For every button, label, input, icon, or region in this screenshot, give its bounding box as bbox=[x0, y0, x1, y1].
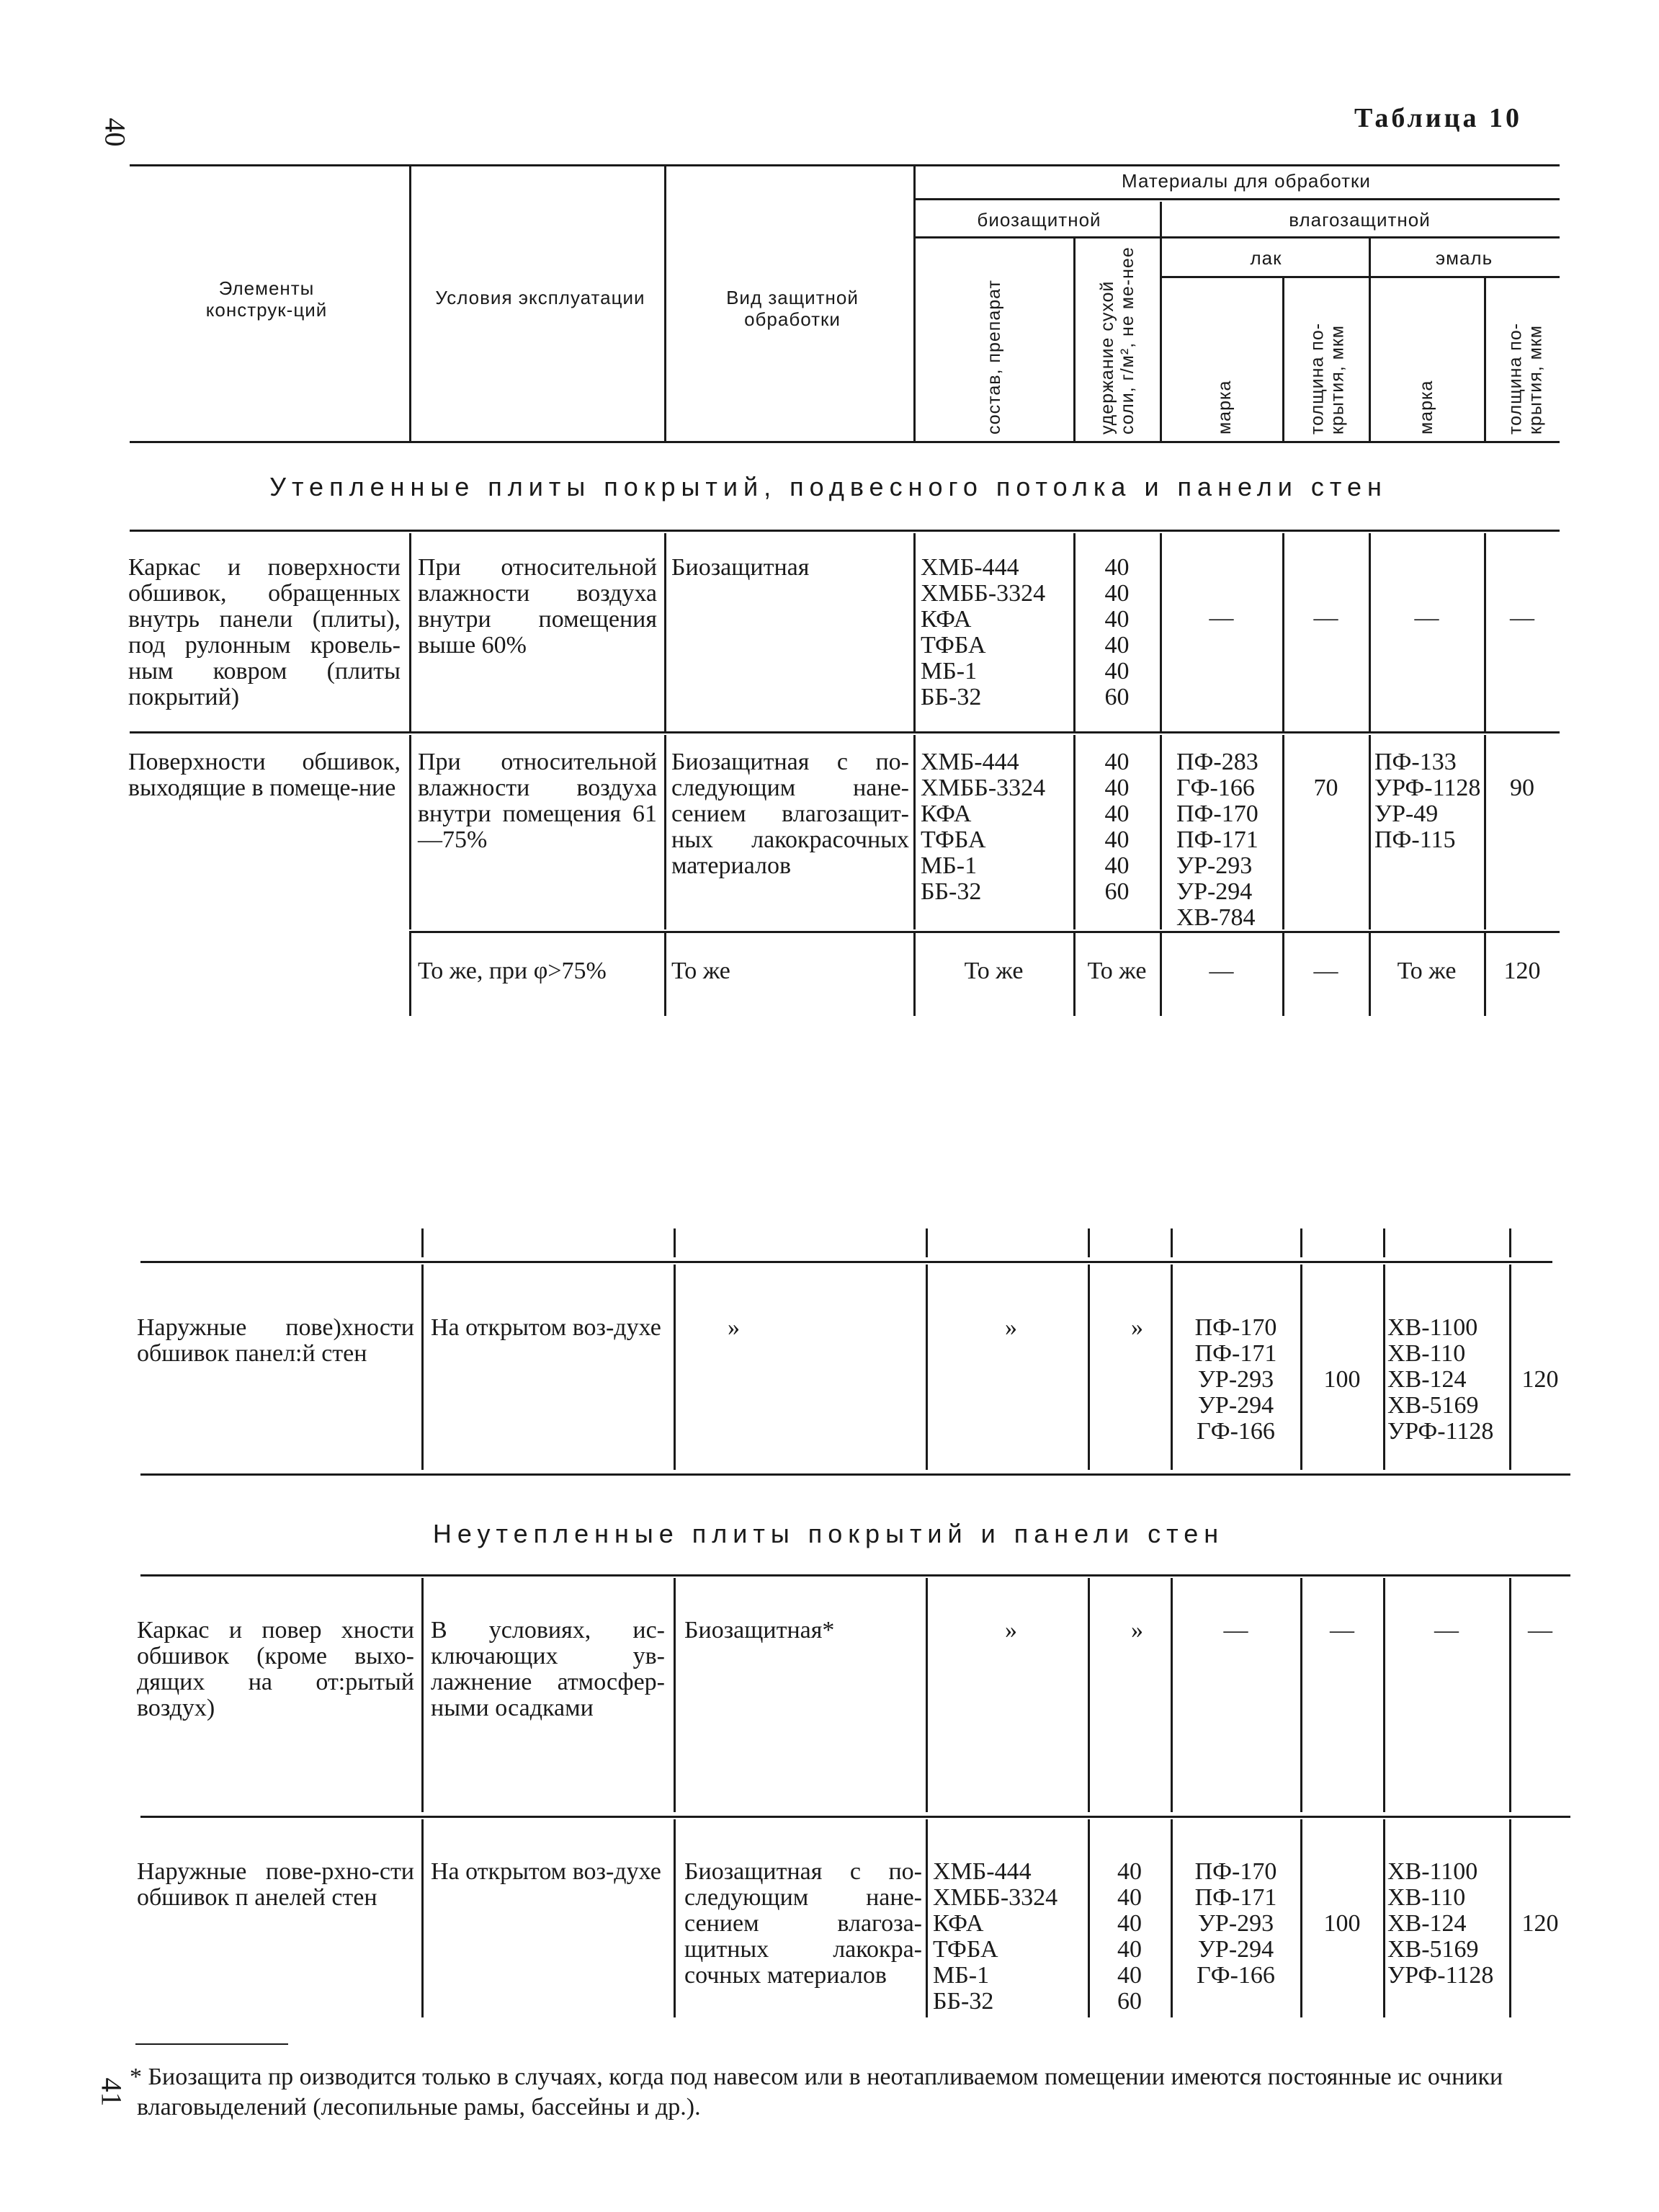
r4-enamel-brand: ХВ-1100 ХВ-110 ХВ-124 ХВ-5169 УРФ-1128 bbox=[1387, 1314, 1494, 1445]
section-title-uninsulated: Неутепленные плиты покрытий и панели стен bbox=[432, 1519, 1225, 1548]
r3-treatment: То же bbox=[671, 958, 730, 984]
r3-lac-thick: — bbox=[1313, 958, 1338, 984]
r1-lac-thick: — bbox=[1313, 605, 1338, 631]
r5-lac-brand: — bbox=[1223, 1617, 1248, 1644]
r5-composition: » bbox=[1005, 1617, 1017, 1644]
header-composition: состав, препарат bbox=[984, 280, 1004, 434]
section-title-insulated: Утепленные плиты покрытий, подвесного потолка и панели стен bbox=[269, 472, 1387, 501]
r4-conditions: На открытом воз-духе bbox=[431, 1314, 661, 1341]
r6-enamel-brand: ХВ-1100 ХВ-110 ХВ-124 ХВ-5169 УРФ-1128 bbox=[1387, 1858, 1494, 1989]
r3-composition: То же bbox=[964, 958, 1024, 984]
r1-retention: 40 40 40 40 40 60 bbox=[1104, 554, 1130, 710]
r1-enamel-thick: — bbox=[1510, 605, 1534, 631]
page-number-top: 40 bbox=[99, 117, 132, 147]
r6-conditions: На открытом воз-духе bbox=[431, 1858, 661, 1885]
r1-enamel-brand: — bbox=[1414, 605, 1439, 631]
header-thickness-enamel: толщина по-крытия, мкм bbox=[1505, 322, 1546, 434]
r2-treatment: Биозащитная с по-следующим нане-сением влагозащит-ных лакокрасочных материалов bbox=[671, 749, 909, 879]
footnote: * Биозащита пр оизводится только в случаях, когда под навесом или в неотапливаемом помещении имеются постоянные ис очники влаговыделений (лесопильные рамы, бассейны и др.). bbox=[130, 2064, 1503, 2120]
r6-element: Наружные пове-рхно-сти обшивок п анелей стен bbox=[137, 1858, 414, 1911]
header-thickness-lacquer: толщина по-крытия, мкм bbox=[1307, 322, 1348, 434]
r2-lac-thick: 70 bbox=[1313, 775, 1338, 801]
header-elements: Элементы конструк-ций bbox=[205, 277, 328, 321]
r2-retention: 40 40 40 40 40 60 bbox=[1104, 749, 1130, 905]
r4-enamel-thick: 120 bbox=[1521, 1366, 1559, 1393]
r6-composition: ХМБ-444 ХМББ-3324 КФА ТФБА МБ-1 ББ-32 bbox=[933, 1858, 1058, 2015]
r3-enamel-brand: То же bbox=[1397, 958, 1457, 984]
r1-element: Каркас и поверхности обшивок, обращенных внутрь панели (плиты), под рулонным кровель-ным ковром (плиты покрытий) bbox=[128, 554, 401, 710]
r5-treatment: Биозащитная* bbox=[684, 1617, 835, 1644]
r3-lac-brand: — bbox=[1209, 958, 1234, 984]
r4-retention: » bbox=[1131, 1314, 1143, 1341]
r2-element: Поверхности обшивок, выходящие в помеще-ние bbox=[128, 749, 401, 801]
header-moisture: влагозащитной bbox=[1289, 209, 1431, 231]
r5-element: Каркас и повеp хности обшивок (кроме выхо-дящих на от:рытый воздух) bbox=[137, 1617, 414, 1721]
r4-treatment: » bbox=[728, 1314, 740, 1341]
header-conditions: Условия эксплуатации bbox=[435, 287, 645, 308]
r6-lac-brand: ПФ-170 ПФ-171 УР-293 УР-294 ГФ-166 bbox=[1194, 1858, 1277, 1989]
page-number-bottom: 41 bbox=[95, 2077, 128, 2107]
header-retention: удержание сухой соли, г/м², не ме-нее bbox=[1097, 246, 1137, 434]
r3-enamel-thick: 120 bbox=[1503, 958, 1541, 984]
r2-enamel-thick: 90 bbox=[1510, 775, 1534, 801]
header-enamel: эмаль bbox=[1435, 247, 1493, 269]
r1-lac-brand: — bbox=[1209, 605, 1234, 631]
header-materials: Материалы для обработки bbox=[1122, 170, 1371, 192]
r2-conditions: При относительной влажности воздуха внутри помещения 61—75% bbox=[418, 749, 657, 853]
r1-conditions: При относительной влажности воздуха внутри помещения выше 60% bbox=[418, 554, 657, 659]
r2-lac-brand: ПФ-283 ГФ-166 ПФ-170 ПФ-171 УР-293 УР-294 ХВ-784 bbox=[1176, 749, 1258, 931]
r6-lac-thick: 100 bbox=[1323, 1910, 1361, 1937]
header-treatment: Вид защитной обработки bbox=[726, 287, 859, 330]
r6-treatment: Биозащитная с по-следующим нане-сением влагоза-щитных лакокра-сочных материалов bbox=[684, 1858, 922, 1989]
r4-element: Наружные пове)хности обшивок панел:й стен bbox=[137, 1314, 414, 1367]
r2-enamel-brand: ПФ-133 УРФ-1128 УР-49 ПФ-115 bbox=[1374, 749, 1481, 853]
r1-composition: ХМБ-444 ХМББ-3324 КФА ТФБА МБ-1 ББ-32 bbox=[921, 554, 1046, 710]
header-brand-enamel: марка bbox=[1416, 380, 1436, 434]
header-bio: биозащитной bbox=[977, 209, 1101, 231]
header-lacquer: лак bbox=[1250, 247, 1282, 269]
r1-treatment: Биозащитная bbox=[671, 554, 810, 581]
r4-lac-brand: ПФ-170 ПФ-171 УР-293 УР-294 ГФ-166 bbox=[1194, 1314, 1277, 1445]
r3-retention: То же bbox=[1087, 958, 1147, 984]
r5-conditions: В условиях, ис-ключающих ув-лажнение атмосфер-ными осадками bbox=[431, 1617, 665, 1721]
r5-enamel-brand: — bbox=[1434, 1617, 1459, 1644]
footnote-separator bbox=[135, 2043, 288, 2045]
r2-composition: ХМБ-444 ХМББ-3324 КФА ТФБА МБ-1 ББ-32 bbox=[921, 749, 1046, 905]
r3-conditions: То же, при φ>75% bbox=[418, 958, 607, 984]
r5-lac-thick: — bbox=[1330, 1617, 1354, 1644]
r5-retention: » bbox=[1131, 1617, 1143, 1644]
r6-retention: 40 40 40 40 40 60 bbox=[1117, 1858, 1142, 2015]
r5-enamel-thick: — bbox=[1528, 1617, 1552, 1644]
r6-enamel-thick: 120 bbox=[1521, 1910, 1559, 1937]
r4-composition: » bbox=[1005, 1314, 1017, 1341]
header-brand-lacquer: марка bbox=[1215, 380, 1235, 434]
table-label: Таблица 10 bbox=[1354, 103, 1523, 133]
r4-lac-thick: 100 bbox=[1323, 1366, 1361, 1393]
